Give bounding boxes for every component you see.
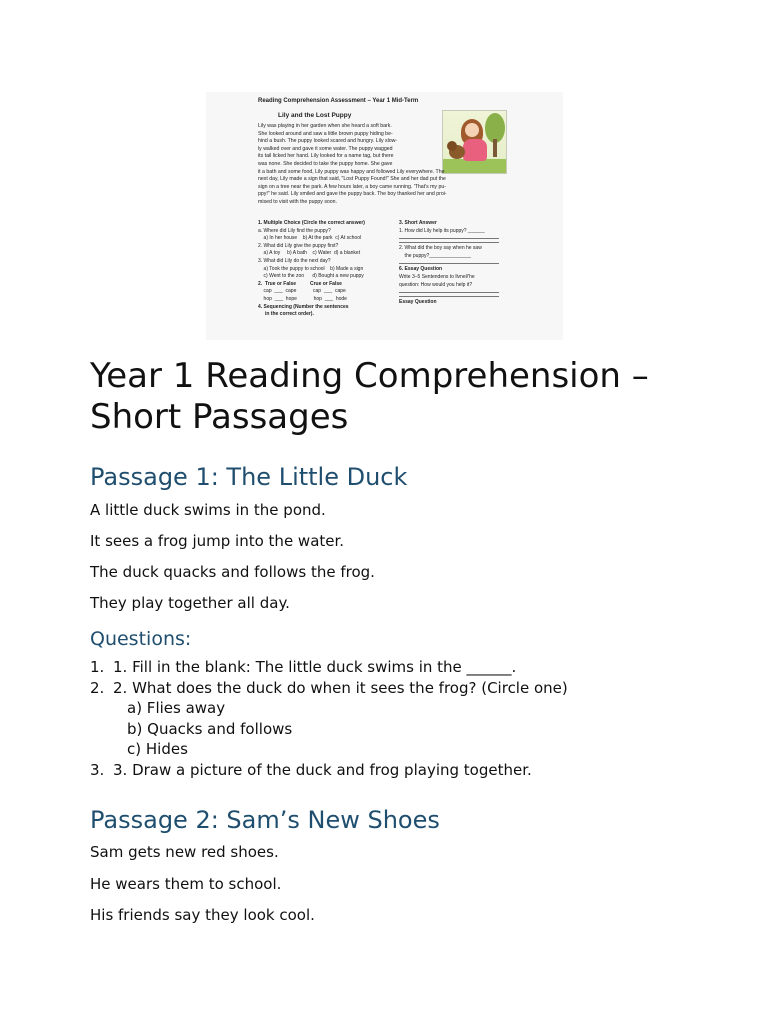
passage-1-heading: Passage 1: The Little Duck (90, 463, 408, 491)
question-number: 1. (90, 658, 105, 676)
passage-1-text (90, 501, 700, 613)
question-number: 2. (90, 678, 105, 697)
answer-option: c) Hides (127, 740, 188, 758)
question-text: 3. Draw a picture of the duck and frog playing together. (113, 760, 532, 779)
question-item (90, 760, 700, 781)
worksheet-story-title: Lily and the Lost Puppy (278, 112, 352, 119)
worksheet-story-text (258, 123, 510, 207)
ws-short-answer-q2b: the puppy?_______________ (399, 252, 472, 259)
passage-line: His friends say they look cool. (90, 906, 315, 924)
answer-option: b) Quacks and follows (127, 719, 293, 738)
answer-line (399, 296, 499, 297)
question-number: 3. (90, 760, 105, 779)
worksheet-title: Reading Comprehension Assessment – Year 1 Mid-Term (258, 98, 419, 104)
ws-line: 4. Sequencing (Number the sentences (258, 303, 349, 310)
ws-short-answer-q2: 2. What did the boy say when he saw (399, 245, 482, 252)
story-line: Lily was playing in her garden when she heard a soft bark. (258, 123, 392, 129)
answer-line (399, 242, 499, 243)
question-item (90, 657, 700, 678)
ws-line: 2. What did Lily give the puppy first? (258, 242, 339, 249)
ws-line: hop ___ hope hop ___ hode (258, 295, 347, 302)
ws-short-answer-heading: 3. Short Answer (399, 220, 437, 226)
passage-line: It sees a frog jump into the water. (90, 532, 345, 550)
story-line: its tail licked her hand. Lily looked for a name tag, but there (258, 153, 394, 160)
question-text: 1. Fill in the blank: The little duck swims in the ______. (113, 658, 517, 676)
passage-line: A little duck swims in the pond. (90, 501, 326, 519)
story-line: was none. She decided to take the puppy home. She gave (258, 160, 393, 167)
story-line: ly walked over and gave it some water. The puppy wagged (258, 145, 393, 152)
story-line: She looked around and saw a little brown puppy hiding be- (258, 130, 393, 137)
passage-line: They play together all day. (90, 594, 290, 612)
story-line: sign on a tree near the park. A few hours later, a boy came running. 'That's my pu- (258, 183, 446, 190)
worksheet-thumbnail (206, 92, 563, 340)
story-line: hind a bush. The puppy looked scared and hungry. Lily slow- (258, 138, 398, 145)
question-item (90, 678, 700, 699)
questions-list (90, 657, 700, 780)
ws-essay-heading: 6. Essay Question (399, 266, 443, 273)
answer-line (399, 263, 499, 264)
document-title-line-2: Short Passages (90, 397, 349, 437)
ws-line: in the correct order). (258, 311, 314, 318)
ws-essay-text-2: question: How would you help it? (399, 281, 473, 288)
questions-heading: Questions: (90, 628, 192, 650)
document-body (90, 356, 700, 925)
story-line: next day, Lily made a sign that said, "Lost Puppy Found!" She and her dad put the (258, 176, 446, 183)
ws-line: a) In her house b) At the park c) At school (258, 235, 362, 242)
worksheet-left-column (258, 220, 398, 319)
ws-line: 2. True or False Crue or False (258, 280, 342, 287)
ws-essay-text-1: Write 3–5 Sentendens to llvnel/'he (399, 273, 475, 280)
passage-line: The duck quacks and follows the frog. (90, 563, 375, 581)
passage-2-text (90, 843, 700, 925)
document-title-line-1: Year 1 Reading Comprehension – (90, 356, 649, 396)
story-line: it a bath and some food, Lily puppy was happy and followed Lily everywhere. The (258, 168, 445, 175)
ws-short-answer-q1: 1. How did Lily help its puppy? ______ (399, 227, 485, 234)
worksheet-right-column (399, 220, 509, 307)
ws-essay-heading-2: Essay Question (399, 299, 437, 306)
question-text: 2. What does the duck do when it sees the frog? (Circle one) (113, 678, 568, 697)
ws-line: 1. Multiple Choice (Circle the correct answer) (258, 220, 365, 226)
ws-line: c) Went to the zoo d) Bought a new puppy (258, 273, 364, 280)
document-title (90, 356, 700, 438)
story-line: ppy!" he said. Lily smiled and gave the puppy back. The boy thanked her and proi- (258, 191, 447, 198)
ws-line: a) Took the puppy to school b) Made a sign (258, 265, 364, 272)
passage-2-heading: Passage 2: Sam’s New Shoes (90, 806, 440, 834)
story-line: mised to visit with the puppy soon. (258, 198, 338, 205)
ws-line: cap ___ cape cap ___ cape (258, 288, 346, 295)
passage-line: Sam gets new red shoes. (90, 843, 279, 861)
answer-option: a) Flies away (127, 699, 226, 717)
answer-line (399, 292, 499, 293)
ws-line: 3. What did Lily do the next day? (258, 257, 331, 264)
passage-line: He wears them to school. (90, 875, 282, 893)
ws-line: a) A toy b) A bath c) Water d) a blanket (258, 250, 361, 257)
ws-line: a. Where did Lily find the puppy? (258, 227, 331, 234)
answer-line (399, 238, 499, 239)
